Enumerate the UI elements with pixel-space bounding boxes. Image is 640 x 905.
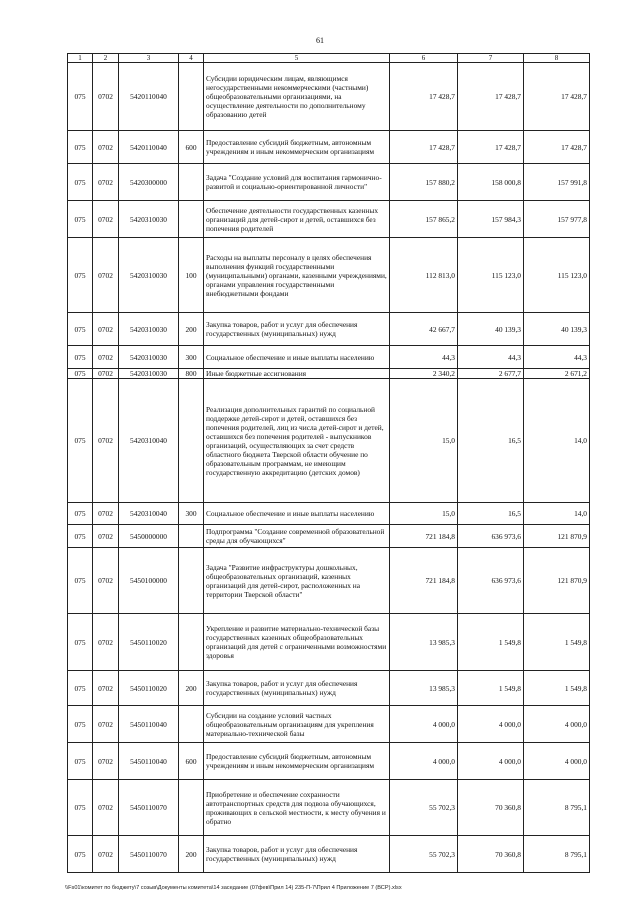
table-row <box>68 671 590 706</box>
section-code-cell: 0702 <box>93 164 119 201</box>
expense-type-cell: 300 <box>179 346 204 369</box>
amount-year-1-cell: 15,0 <box>390 379 458 503</box>
description-cell: Предоставление субсидий бюджетным, автономным учреждениям и иным некоммерческим организациям <box>204 743 390 780</box>
description-cell: Закупка товаров, работ и услуг для обеспечения государственных (муниципальных) нужд <box>204 313 390 346</box>
amount-year-3-cell: 14,0 <box>524 503 590 525</box>
amount-year-3-cell: 1 549,8 <box>524 671 590 706</box>
description-cell: Субсидии юридическим лицам, являющимся негосударственными некоммерческими (частными) общеобразовательными организациями, на осуществление деятельности по дополнительному образованию детей <box>204 63 390 131</box>
target-article-cell: 5420310040 <box>119 379 179 503</box>
expense-type-cell: 200 <box>179 671 204 706</box>
amount-year-1-cell: 157 880,2 <box>390 164 458 201</box>
target-article-cell: 5420310030 <box>119 346 179 369</box>
description-cell: Обеспечение деятельности государственных казенных организаций для детей-сирот и детей, оставшихся без попечения родителей <box>204 201 390 238</box>
target-article-cell: 5420310040 <box>119 503 179 525</box>
amount-year-1-cell: 4 000,0 <box>390 706 458 743</box>
expense-type-cell <box>179 201 204 238</box>
amount-year-1-cell: 2 340,2 <box>390 369 458 379</box>
expense-type-cell: 800 <box>179 369 204 379</box>
section-code-cell: 0702 <box>93 346 119 369</box>
expense-type-cell <box>179 780 204 836</box>
amount-year-1-cell: 17 428,7 <box>390 131 458 164</box>
amount-year-2-cell: 158 000,8 <box>458 164 524 201</box>
amount-year-3-cell: 115 123,0 <box>524 238 590 313</box>
target-article-cell: 5420310030 <box>119 369 179 379</box>
table-row <box>68 706 590 743</box>
description-cell: Задача "Развитие инфраструктуры дошкольных, общеобразовательных организаций, казенных организаций для детей-сирот, расположенных на территории Тверской области" <box>204 548 390 614</box>
expense-type-cell: 100 <box>179 238 204 313</box>
table-row <box>68 238 590 313</box>
amount-year-1-cell: 55 702,3 <box>390 780 458 836</box>
section-code-cell: 0702 <box>93 836 119 873</box>
expense-type-cell: 600 <box>179 743 204 780</box>
table-row <box>68 614 590 671</box>
section-code-cell: 0702 <box>93 706 119 743</box>
amount-year-3-cell: 4 000,0 <box>524 743 590 780</box>
section-code-cell: 0702 <box>93 131 119 164</box>
target-article-cell: 5420310030 <box>119 313 179 346</box>
column-header: 7 <box>458 54 524 63</box>
description-cell: Закупка товаров, работ и услуг для обеспечения государственных (муниципальных) нужд <box>204 671 390 706</box>
amount-year-1-cell: 13 985,3 <box>390 671 458 706</box>
amount-year-1-cell: 15,0 <box>390 503 458 525</box>
expense-type-cell <box>179 63 204 131</box>
ministry-code-cell: 075 <box>68 671 93 706</box>
page-number: 61 <box>316 36 324 45</box>
ministry-code-cell: 075 <box>68 614 93 671</box>
amount-year-1-cell: 721 184,8 <box>390 525 458 548</box>
table-row <box>68 503 590 525</box>
table-row <box>68 836 590 873</box>
ministry-code-cell: 075 <box>68 201 93 238</box>
amount-year-1-cell: 55 702,3 <box>390 836 458 873</box>
description-cell: Закупка товаров, работ и услуг для обеспечения государственных (муниципальных) нужд <box>204 836 390 873</box>
amount-year-2-cell: 70 360,8 <box>458 836 524 873</box>
expense-type-cell: 300 <box>179 503 204 525</box>
section-code-cell: 0702 <box>93 548 119 614</box>
table-row <box>68 780 590 836</box>
target-article-cell: 5450110040 <box>119 743 179 780</box>
target-article-cell: 5450110040 <box>119 706 179 743</box>
ministry-code-cell: 075 <box>68 369 93 379</box>
section-code-cell: 0702 <box>93 379 119 503</box>
amount-year-2-cell: 17 428,7 <box>458 63 524 131</box>
ministry-code-cell: 075 <box>68 548 93 614</box>
expense-type-cell <box>179 706 204 743</box>
section-code-cell: 0702 <box>93 503 119 525</box>
section-code-cell: 0702 <box>93 238 119 313</box>
section-code-cell: 0702 <box>93 313 119 346</box>
ministry-code-cell: 075 <box>68 131 93 164</box>
ministry-code-cell: 075 <box>68 525 93 548</box>
amount-year-2-cell: 70 360,8 <box>458 780 524 836</box>
amount-year-2-cell: 16,5 <box>458 379 524 503</box>
expense-type-cell <box>179 164 204 201</box>
ministry-code-cell: 075 <box>68 503 93 525</box>
section-code-cell: 0702 <box>93 743 119 780</box>
description-cell: Субсидии на создание условий частных общеобразовательным организациям для укрепления материально-технической базы <box>204 706 390 743</box>
target-article-cell: 5420110040 <box>119 63 179 131</box>
amount-year-3-cell: 121 870,9 <box>524 548 590 614</box>
budget-table <box>67 53 590 873</box>
column-number-row <box>68 54 590 63</box>
expense-type-cell: 200 <box>179 836 204 873</box>
amount-year-3-cell: 17 428,7 <box>524 131 590 164</box>
amount-year-3-cell: 8 795,1 <box>524 836 590 873</box>
amount-year-1-cell: 44,3 <box>390 346 458 369</box>
amount-year-3-cell: 157 977,8 <box>524 201 590 238</box>
ministry-code-cell: 075 <box>68 836 93 873</box>
description-cell: Иные бюджетные ассигнования <box>204 369 390 379</box>
table-row <box>68 548 590 614</box>
amount-year-2-cell: 40 139,3 <box>458 313 524 346</box>
table-row <box>68 346 590 369</box>
section-code-cell: 0702 <box>93 369 119 379</box>
section-code-cell: 0702 <box>93 525 119 548</box>
amount-year-1-cell: 721 184,8 <box>390 548 458 614</box>
amount-year-3-cell: 40 139,3 <box>524 313 590 346</box>
target-article-cell: 5450110070 <box>119 836 179 873</box>
table-row <box>68 369 590 379</box>
amount-year-2-cell: 4 000,0 <box>458 743 524 780</box>
amount-year-3-cell: 121 870,9 <box>524 525 590 548</box>
amount-year-2-cell: 636 973,6 <box>458 548 524 614</box>
ministry-code-cell: 075 <box>68 379 93 503</box>
target-article-cell: 5450100000 <box>119 548 179 614</box>
section-code-cell: 0702 <box>93 614 119 671</box>
target-article-cell: 5420110040 <box>119 131 179 164</box>
amount-year-1-cell: 4 000,0 <box>390 743 458 780</box>
ministry-code-cell: 075 <box>68 63 93 131</box>
amount-year-3-cell: 14,0 <box>524 379 590 503</box>
amount-year-2-cell: 1 549,8 <box>458 614 524 671</box>
section-code-cell: 0702 <box>93 780 119 836</box>
amount-year-2-cell: 1 549,8 <box>458 671 524 706</box>
amount-year-2-cell: 17 428,7 <box>458 131 524 164</box>
section-code-cell: 0702 <box>93 671 119 706</box>
table-row <box>68 525 590 548</box>
description-cell: Укрепление и развитие материально-технической базы государственных казенных общеобразовательных организаций для детей с ограниченными возможностями здоровья <box>204 614 390 671</box>
column-header: 2 <box>93 54 119 63</box>
amount-year-1-cell: 17 428,7 <box>390 63 458 131</box>
section-code-cell: 0702 <box>93 201 119 238</box>
ministry-code-cell: 075 <box>68 706 93 743</box>
ministry-code-cell: 075 <box>68 346 93 369</box>
description-cell: Подпрограмма "Создание современной образовательной среды для обучающихся" <box>204 525 390 548</box>
amount-year-3-cell: 4 000,0 <box>524 706 590 743</box>
target-article-cell: 5420310030 <box>119 238 179 313</box>
table-row <box>68 201 590 238</box>
description-cell: Задача "Создание условий для воспитания гармонично-развитой и социально-ориентированной личности" <box>204 164 390 201</box>
target-article-cell: 5450110020 <box>119 671 179 706</box>
ministry-code-cell: 075 <box>68 164 93 201</box>
description-cell: Приобретение и обеспечение сохранности автотранспортных средств для подвоза обучающихся, проживающих в сельской местности, к месту обучения и обратно <box>204 780 390 836</box>
column-header: 4 <box>179 54 204 63</box>
target-article-cell: 5420310030 <box>119 201 179 238</box>
amount-year-1-cell: 157 865,2 <box>390 201 458 238</box>
target-article-cell: 5420300000 <box>119 164 179 201</box>
column-header: 8 <box>524 54 590 63</box>
file-path-footer: \\Fs01\комитет по бюджету\7 созыв\Документы комитета\14 заседание (07фев\Прил 14) 235-П-7\Прил 4 Приложение 7 (ВСР).xlsx <box>65 885 402 891</box>
expense-type-cell <box>179 525 204 548</box>
ministry-code-cell: 075 <box>68 313 93 346</box>
amount-year-2-cell: 44,3 <box>458 346 524 369</box>
ministry-code-cell: 075 <box>68 238 93 313</box>
amount-year-1-cell: 112 813,0 <box>390 238 458 313</box>
amount-year-2-cell: 16,5 <box>458 503 524 525</box>
amount-year-3-cell: 1 549,8 <box>524 614 590 671</box>
amount-year-3-cell: 157 991,8 <box>524 164 590 201</box>
description-cell: Социальное обеспечение и иные выплаты населению <box>204 503 390 525</box>
table-row <box>68 63 590 131</box>
table-row <box>68 313 590 346</box>
expense-type-cell <box>179 379 204 503</box>
description-cell: Социальное обеспечение и иные выплаты населению <box>204 346 390 369</box>
amount-year-3-cell: 8 795,1 <box>524 780 590 836</box>
ministry-code-cell: 075 <box>68 743 93 780</box>
column-header: 1 <box>68 54 93 63</box>
table-row <box>68 379 590 503</box>
target-article-cell: 5450110070 <box>119 780 179 836</box>
amount-year-2-cell: 157 984,3 <box>458 201 524 238</box>
amount-year-3-cell: 44,3 <box>524 346 590 369</box>
section-code-cell: 0702 <box>93 63 119 131</box>
expense-type-cell: 600 <box>179 131 204 164</box>
amount-year-1-cell: 13 985,3 <box>390 614 458 671</box>
expense-type-cell: 200 <box>179 313 204 346</box>
column-header: 6 <box>390 54 458 63</box>
amount-year-2-cell: 4 000,0 <box>458 706 524 743</box>
description-cell: Расходы на выплаты персоналу в целях обеспечения выполнения функций государственными (муниципальными) органами, казенными учреждениями, органами управления государственными внебюджетными фондами <box>204 238 390 313</box>
column-header: 3 <box>119 54 179 63</box>
expense-type-cell <box>179 614 204 671</box>
table-row <box>68 164 590 201</box>
column-header: 5 <box>204 54 390 63</box>
amount-year-3-cell: 17 428,7 <box>524 63 590 131</box>
description-cell: Реализация дополнительных гарантий по социальной поддержке детей-сирот и детей, оставшихся без попечения родителей, лиц из числа детей-сирот и детей, оставшихся без попечения родителей - выпускников организаций, осуществляющих за счет средств областного бюджета Тверской области обучение по образовательным программам, не имеющим государственную аккредитацию (детских домов) <box>204 379 390 503</box>
table-row <box>68 131 590 164</box>
amount-year-2-cell: 2 677,7 <box>458 369 524 379</box>
amount-year-1-cell: 42 667,7 <box>390 313 458 346</box>
amount-year-3-cell: 2 671,2 <box>524 369 590 379</box>
target-article-cell: 5450000000 <box>119 525 179 548</box>
description-cell: Предоставление субсидий бюджетным, автономным учреждениям и иным некоммерческим организациям <box>204 131 390 164</box>
table-row <box>68 743 590 780</box>
target-article-cell: 5450110020 <box>119 614 179 671</box>
amount-year-2-cell: 115 123,0 <box>458 238 524 313</box>
amount-year-2-cell: 636 973,6 <box>458 525 524 548</box>
expense-type-cell <box>179 548 204 614</box>
ministry-code-cell: 075 <box>68 780 93 836</box>
